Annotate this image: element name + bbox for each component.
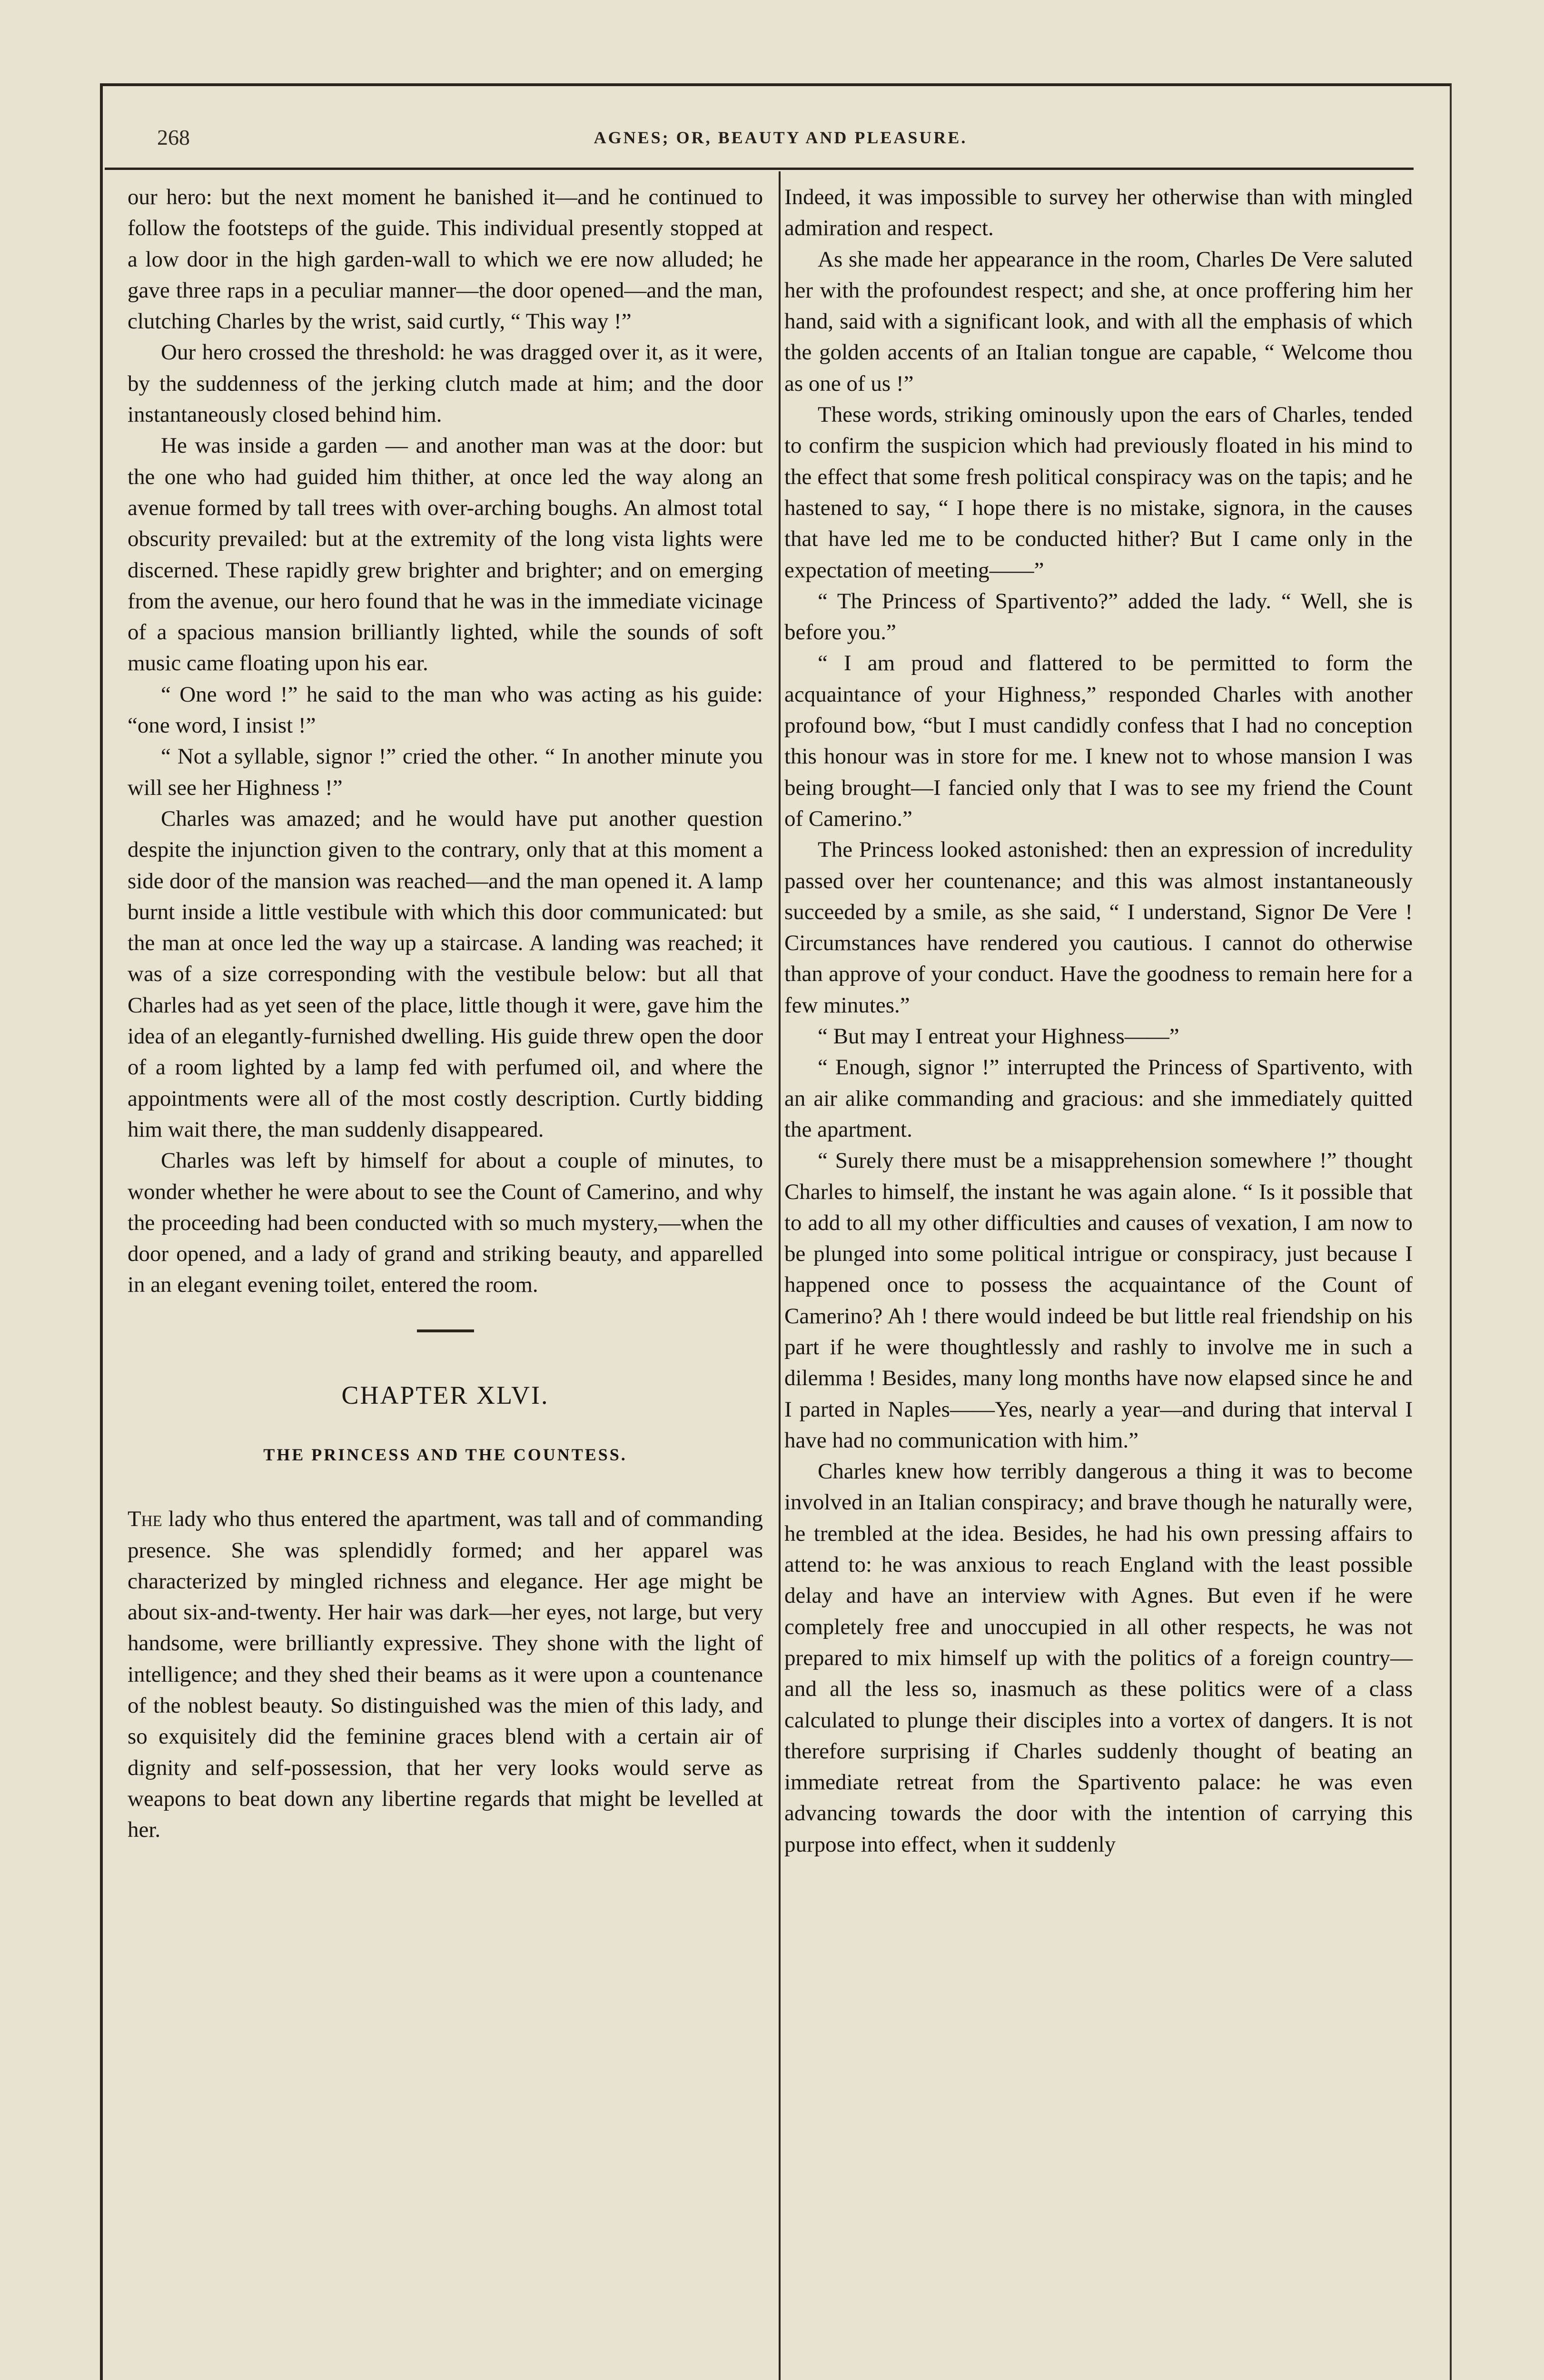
paragraph: “ The Princess of Spartivento?” added the lady. “ Well, she is before you.” xyxy=(784,588,1413,645)
left-column xyxy=(128,182,763,1846)
chapter-divider xyxy=(417,1329,474,1332)
chapter-subtitle: THE PRINCESS AND THE COUNTESS. xyxy=(263,1445,627,1464)
page-header xyxy=(157,125,1404,163)
paragraph: Charles was left by himself for about a couple of minutes, to wonder whether he were about to see the Count of Camerino, and why the proceeding had been conducted with so much mystery,—when the door opened, and a lady of grand and striking beauty, and apparelled in an elegant evening toilet, entered the room. xyxy=(128,1148,763,1298)
paragraph: Charles was amazed; and he would have put another question despite the injunction given to the contrary, only that at this moment a side door of the mansion was reached—and the man opened it. A lamp burnt inside a little vestibule with which this door communicated: but the man at once led the way up a staircase. A landing was reached; it was of a size corresponding with the vestibule below: but all that Charles had as yet seen of the place, little though it were, gave him the idea of an elegantly-furnished dwelling. His guide threw open the door of a room lighted by a lamp fed with perfumed oil, and where the appointments were all of the most costly description. Curtly bidding him wait there, the man suddenly disappeared. xyxy=(128,806,763,1142)
page-number: 268 xyxy=(157,125,190,149)
opening-text: lady who thus entered the apartment, was tall and of commanding presence. She was splendidly formed; and her apparel was characterized by mingled richness and elegance. Her age might be about six-and-twenty. Her hair was dark—her eyes, not large, but very handsome, were brilliantly expressive. They shone with the light of intelligence; and they shed their beams as it were upon a countenance of the noblest beauty. So distinguished was the mien of this lady, and so exquisitely did the feminine graces blend with a certain air of dignity and self-possession, that her very looks would serve as weapons to beat down any libertine regards that might be levelled at her. xyxy=(128,1507,763,1843)
paragraph: “ Enough, signor !” interrupted the Princess of Spartivento, with an air alike commanding and gracious: and she immediately quitted the apartment. xyxy=(784,1055,1413,1142)
chapter-opening-paragraph xyxy=(128,1504,763,1845)
paragraph: He was inside a garden — and another man was at the door: but the one who had guided him thither, at once led the way along an avenue formed by tall trees with over-arching boughs. An almost total obscurity prevailed: but at the extremity of the long vista lights were discerned. These rapidly grew brighter and brighter; and on emerging from the avenue, our hero found that he was in the immediate vicinage of a spacious mansion brilliantly lighted, while the sounds of soft music came floating upon his ear. xyxy=(128,433,763,676)
paragraph: The Princess looked astonished: then an expression of incredulity passed over her countenance; and this was almost instantaneously succeeded by a smile, as she said, “ I understand, Signor De Vere ! Circumstances have rendered you cautious. I cannot do otherwise than approve of your conduct. Have the goodness to remain here for a few minutes.” xyxy=(784,837,1413,1018)
paragraph: “ Not a syllable, signor !” cried the other. “ In another minute you will see her Highness !” xyxy=(128,744,763,800)
paragraph: Indeed, it was impossible to survey her otherwise than with mingled admiration and respect. xyxy=(784,185,1413,241)
opening-word: The xyxy=(128,1507,162,1532)
paragraph: Charles knew how terribly dangerous a thing it was to become involved in an Italian conspiracy; and brave though he naturally were, he trembled at the idea. Besides, he had his own pressing affairs to attend to: he was anxious to reach England with the least possible delay and have an interview with Agnes. But even if he were completely free and unoccupied in all other respects, he was not prepared to mix himself up with the politics of a foreign country—and all the less so, inasmuch as these politics were of a class calculated to plunge their disciples into a vortex of dangers. It is not therefore surprising if Charles suddenly thought of beating an immediate retreat from the Spartivento palace: he was even advancing towards the door with the intention of carrying this purpose into effect, when it suddenly xyxy=(784,1459,1413,1857)
paragraph: “ But may I entreat your Highness——” xyxy=(818,1024,1179,1049)
paragraph: “ I am proud and flattered to be permitted to form the acquaintance of your Highness,” responded Charles with another profound bow, “but I must candidly confess that I had no conception this honour was in store for me. I knew not to whose mansion I was being brought—I fancied only that I was to see my friend the Count of Camerino.” xyxy=(784,651,1413,831)
paragraph: our hero: but the next moment he banished it—and he continued to follow the footsteps of the guide. This individual presently stopped at a low door in the high garden-wall to which we ere now alluded; he gave three raps in a peculiar manner—the door opened—and the man, clutching Charles by the wrist, said curtly, “ This way !” xyxy=(128,185,763,334)
chapter-title: CHAPTER XLVI. xyxy=(341,1380,549,1409)
paragraph: These words, striking ominously upon the ears of Charles, tended to confirm the suspicion which had previously floated in his mind to the effect that some fresh political conspiracy was on the tapis; and he hastened to say, “ I hope there is no mistake, signora, in the causes that have led me to be conducted hither? But I came only in the expectation of meeting——” xyxy=(784,402,1413,583)
paragraph: “ Surely there must be a misapprehension somewhere !” thought Charles to himself, the instant he was again alone. “ Is it possible that to add to all my other difficulties and causes of vexation, I am now to be plunged into some political intrigue or conspiracy, just because I happened once to possess the acquaintance of the Count of Camerino? Ah ! there would indeed be but little real friendship on his part if he were thoughtlessly and rashly to involve me in such a dilemma ! Besides, many long months have now elapsed since he and I parted in Naples——Yes, nearly a year—and during that interval I have had no communication with him.” xyxy=(784,1148,1413,1453)
paragraph: As she made her appearance in the room, Charles De Vere saluted her with the profoundest respect; and she, at once proffering him her hand, said with a significant look, and with all the emphasis of which the golden accents of an Italian tongue are capable, “ Welcome thou as one of us !” xyxy=(784,247,1413,396)
paragraph: Our hero crossed the threshold: he was dragged over it, as it were, by the suddenness of the jerking clutch made at him; and the door instantaneously closed behind him. xyxy=(128,340,763,427)
chapter-heading-block xyxy=(128,1329,763,1471)
paragraph: “ One word !” he said to the man who was acting as his guide: “one word, I insist !” xyxy=(128,682,763,738)
right-column xyxy=(784,182,1413,1860)
column-divider xyxy=(779,171,781,2380)
running-head: AGNES; OR, BEAUTY AND PLEASURE. xyxy=(594,128,968,147)
header-rule xyxy=(105,168,1414,170)
